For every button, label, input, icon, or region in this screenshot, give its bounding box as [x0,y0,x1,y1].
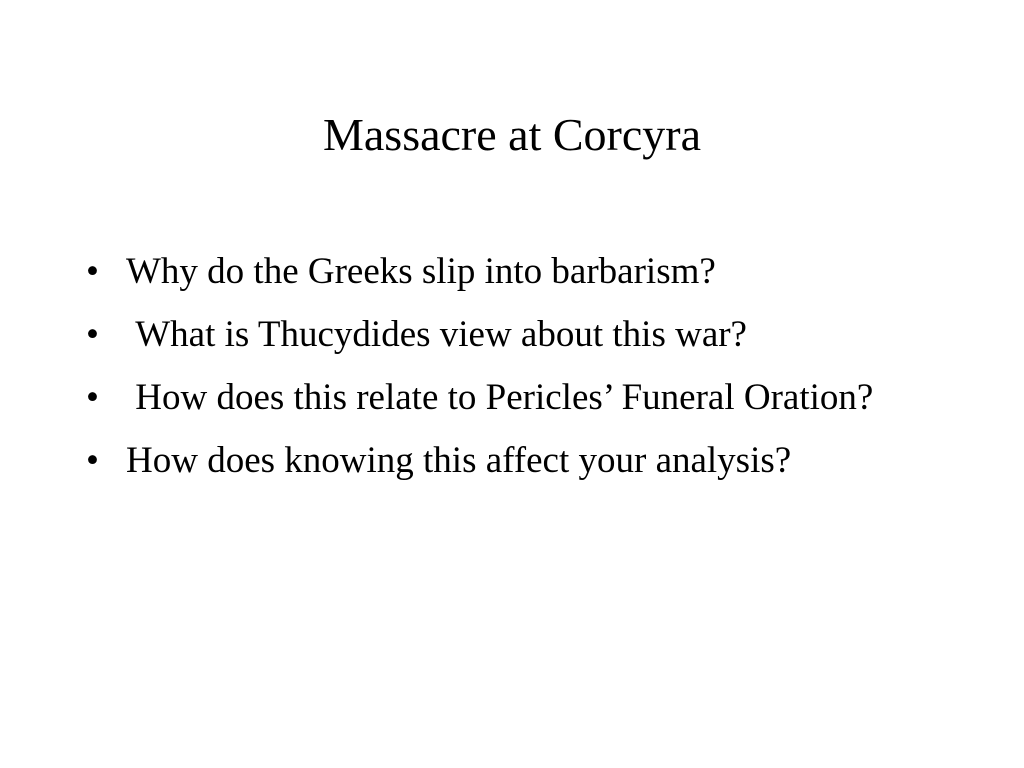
bullet-list [84,246,924,498]
bullet-item [84,435,924,487]
bullet-text: How does this relate to Pericles’ Funeral Oration? [126,377,874,418]
bullet-text: What is Thucydides view about this war? [126,314,747,355]
bullet-item [84,309,924,361]
bullet-icon: • [86,251,99,292]
bullet-item [84,246,924,298]
bullet-icon: • [86,377,99,418]
bullet-icon: • [86,314,99,355]
bullet-icon: • [86,440,99,481]
slide-title: Massacre at Corcyra [322,109,702,160]
bullet-item [84,372,924,424]
bullet-text: Why do the Greeks slip into barbarism? [126,251,716,292]
bullet-text: How does knowing this affect your analysis? [126,440,792,481]
